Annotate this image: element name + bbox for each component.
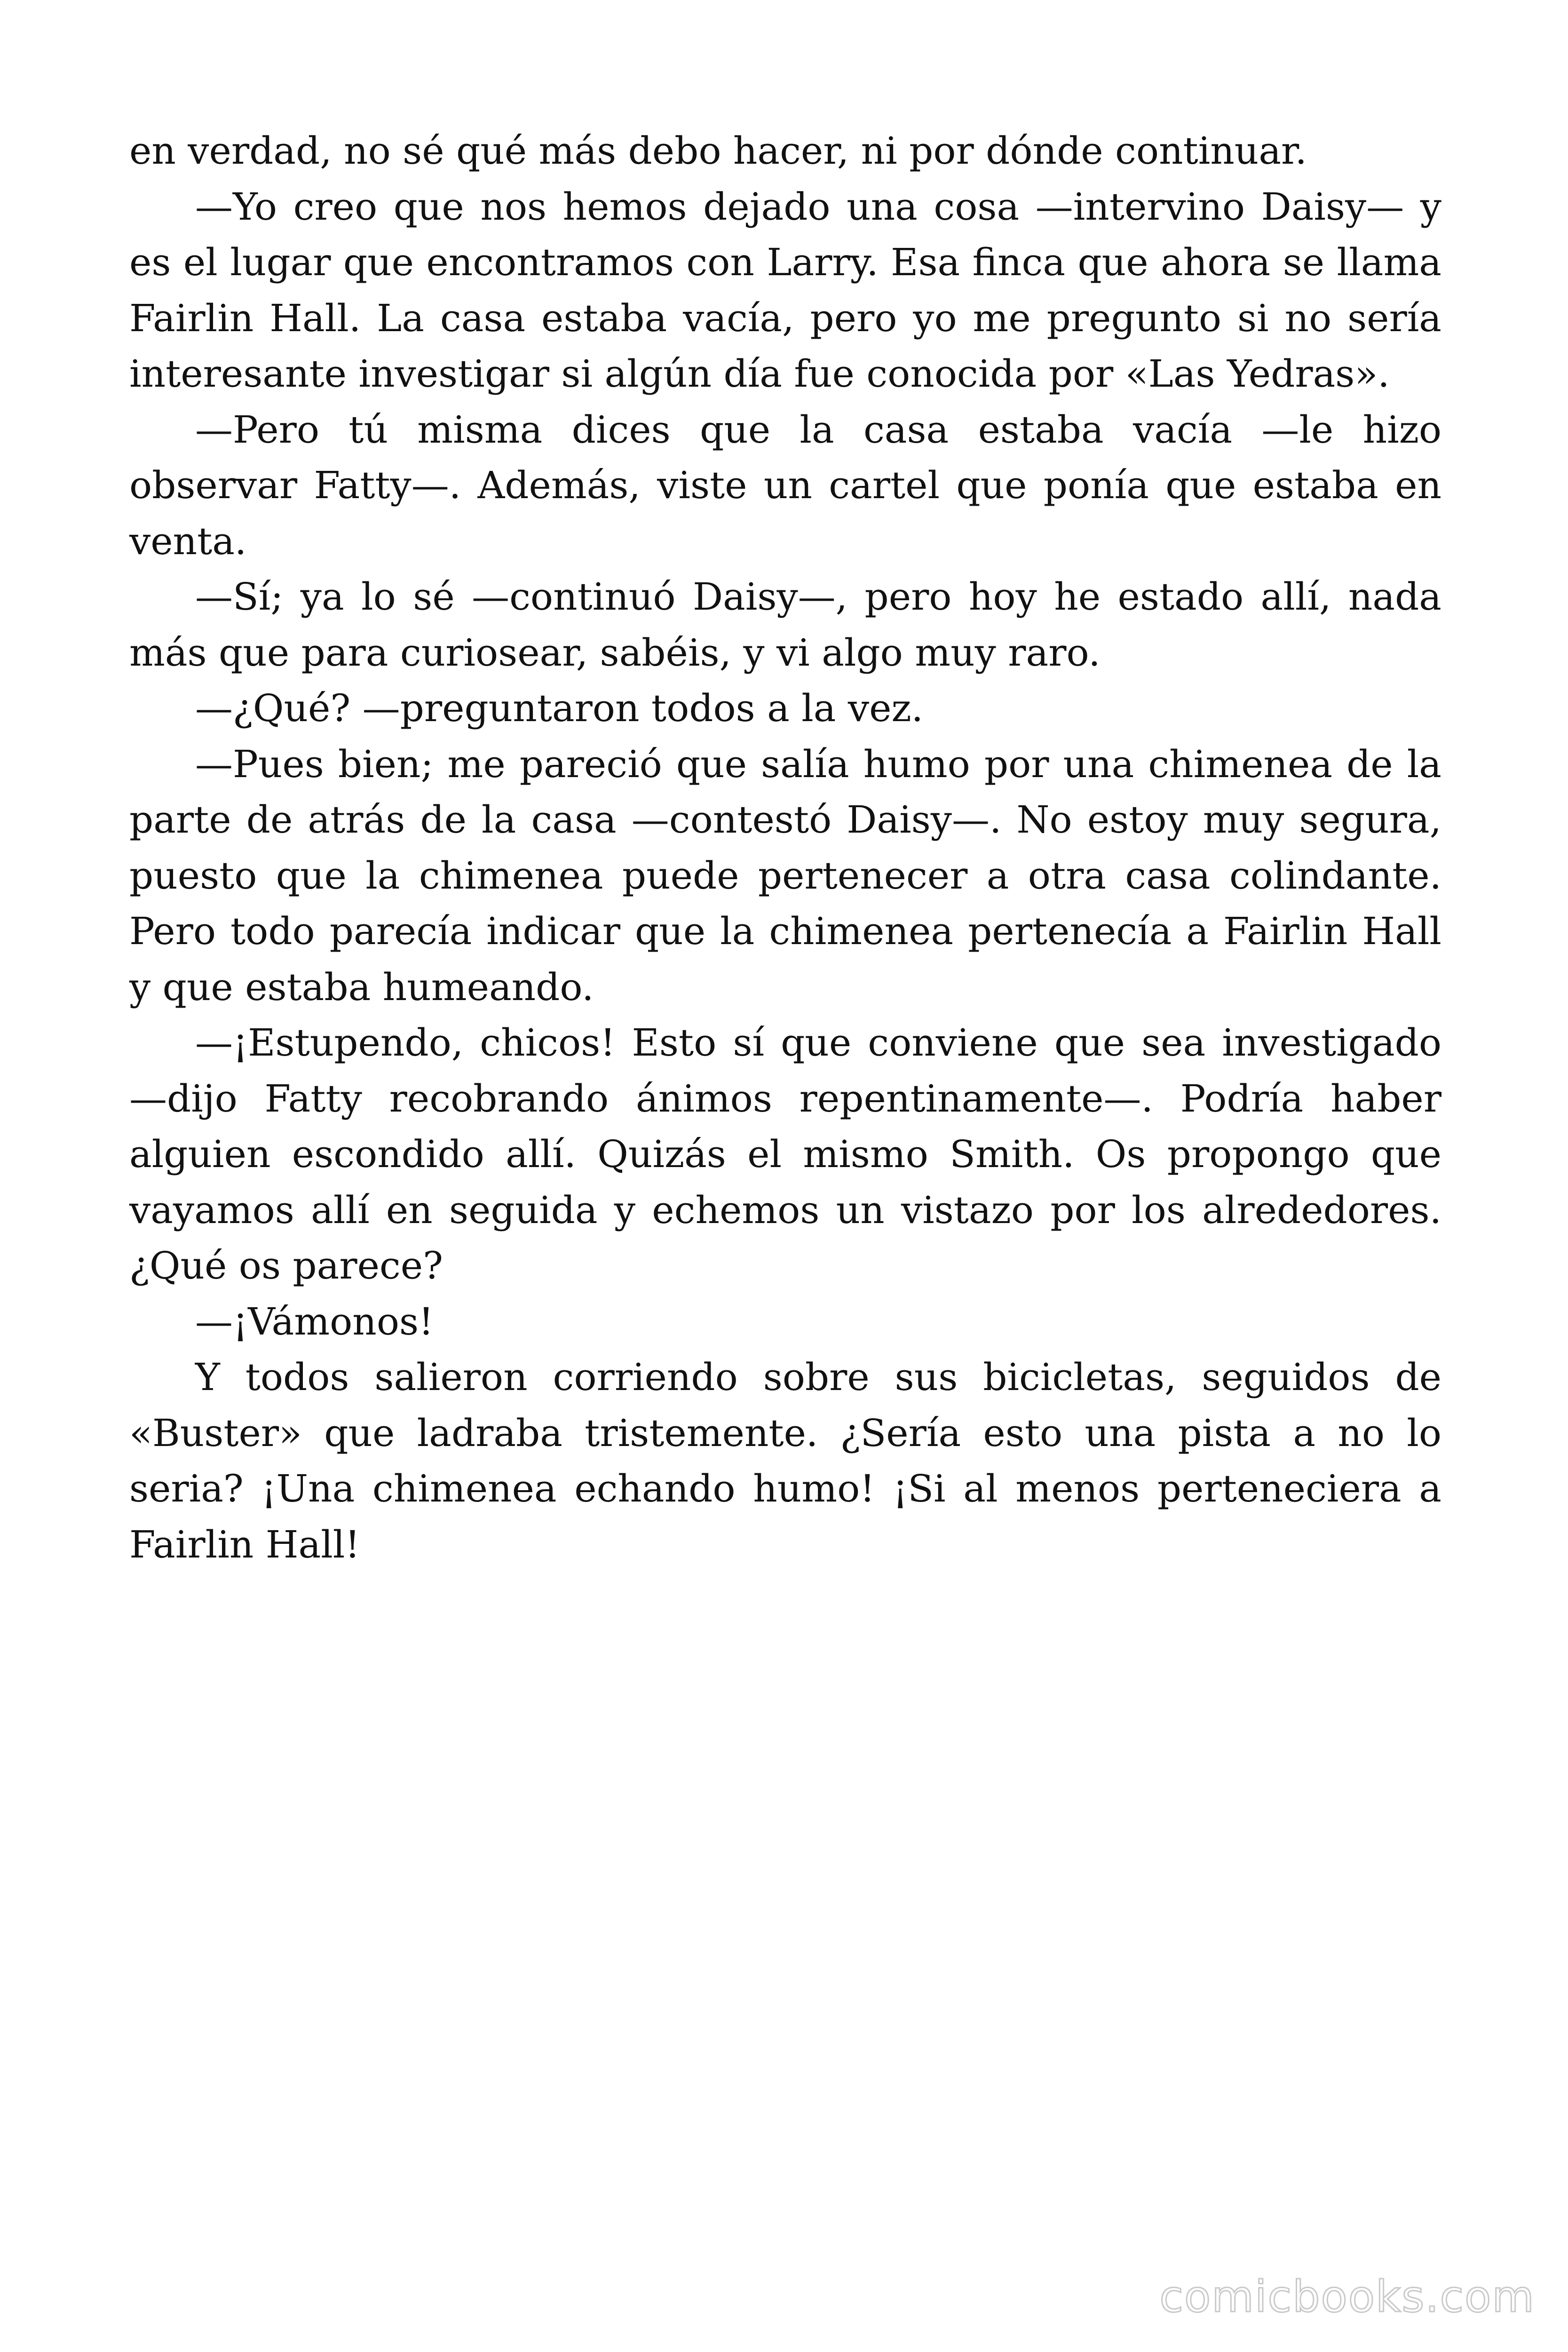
paragraph: —Yo creo que nos hemos dejado una cosa —intervino Daisy— y es el lugar que encontramos con Larry. Esa finca que ahora se llama Fairlin Hall. La casa estaba vacía, pero yo me pregunto si no sería interesante investigar si algún día fue conocida por «Las Yedras». bbox=[129, 184, 1441, 396]
paragraph: —¿Qué? —preguntaron todos a la vez. bbox=[195, 686, 924, 730]
paragraph: Y todos salieron corriendo sobre sus bicicletas, seguidos de «Buster» que ladraba tristemente. ¿Sería esto una pista a no lo seria? ¡Una chimenea echando humo! ¡Si al menos perteneciera a Fairlin Hall! bbox=[129, 1355, 1441, 1566]
watermark: comicbooks.com bbox=[1159, 2272, 1535, 2322]
paragraph: —Sí; ya lo sé —continuó Daisy—, pero hoy he estado allí, nada más que para curiosear, sabéis, y vi algo muy raro. bbox=[129, 575, 1441, 675]
paragraph: —Pero tú misma dices que la casa estaba vacía —le hizo observar Fatty—. Además, viste un cartel que ponía que estaba en venta. bbox=[129, 407, 1441, 563]
paragraph: —¡Estupendo, chicos! Esto sí que conviene que sea investigado —dijo Fatty recobrando ánimos repentinamente—. Podría haber alguien escondido allí. Quizás el mismo Smith. Os propongo que vayamos allí en seguida y echemos un vistazo por los alrededores. ¿Qué os parece? bbox=[129, 1021, 1441, 1287]
paragraph: —¡Vámonos! bbox=[195, 1299, 434, 1343]
body-text bbox=[129, 123, 1441, 1573]
paragraph: en verdad, no sé qué más debo hacer, ni por dónde continuar. bbox=[129, 129, 1307, 173]
paragraph: —Pues bien; me pareció que salía humo por una chimenea de la parte de atrás de la casa —contestó Daisy—. No estoy muy segura, puesto que la chimenea puede pertenecer a otra casa colindante. Pero todo parecía indicar que la chimenea pertenecía a Fairlin Hall y que estaba humeando. bbox=[129, 742, 1441, 1009]
